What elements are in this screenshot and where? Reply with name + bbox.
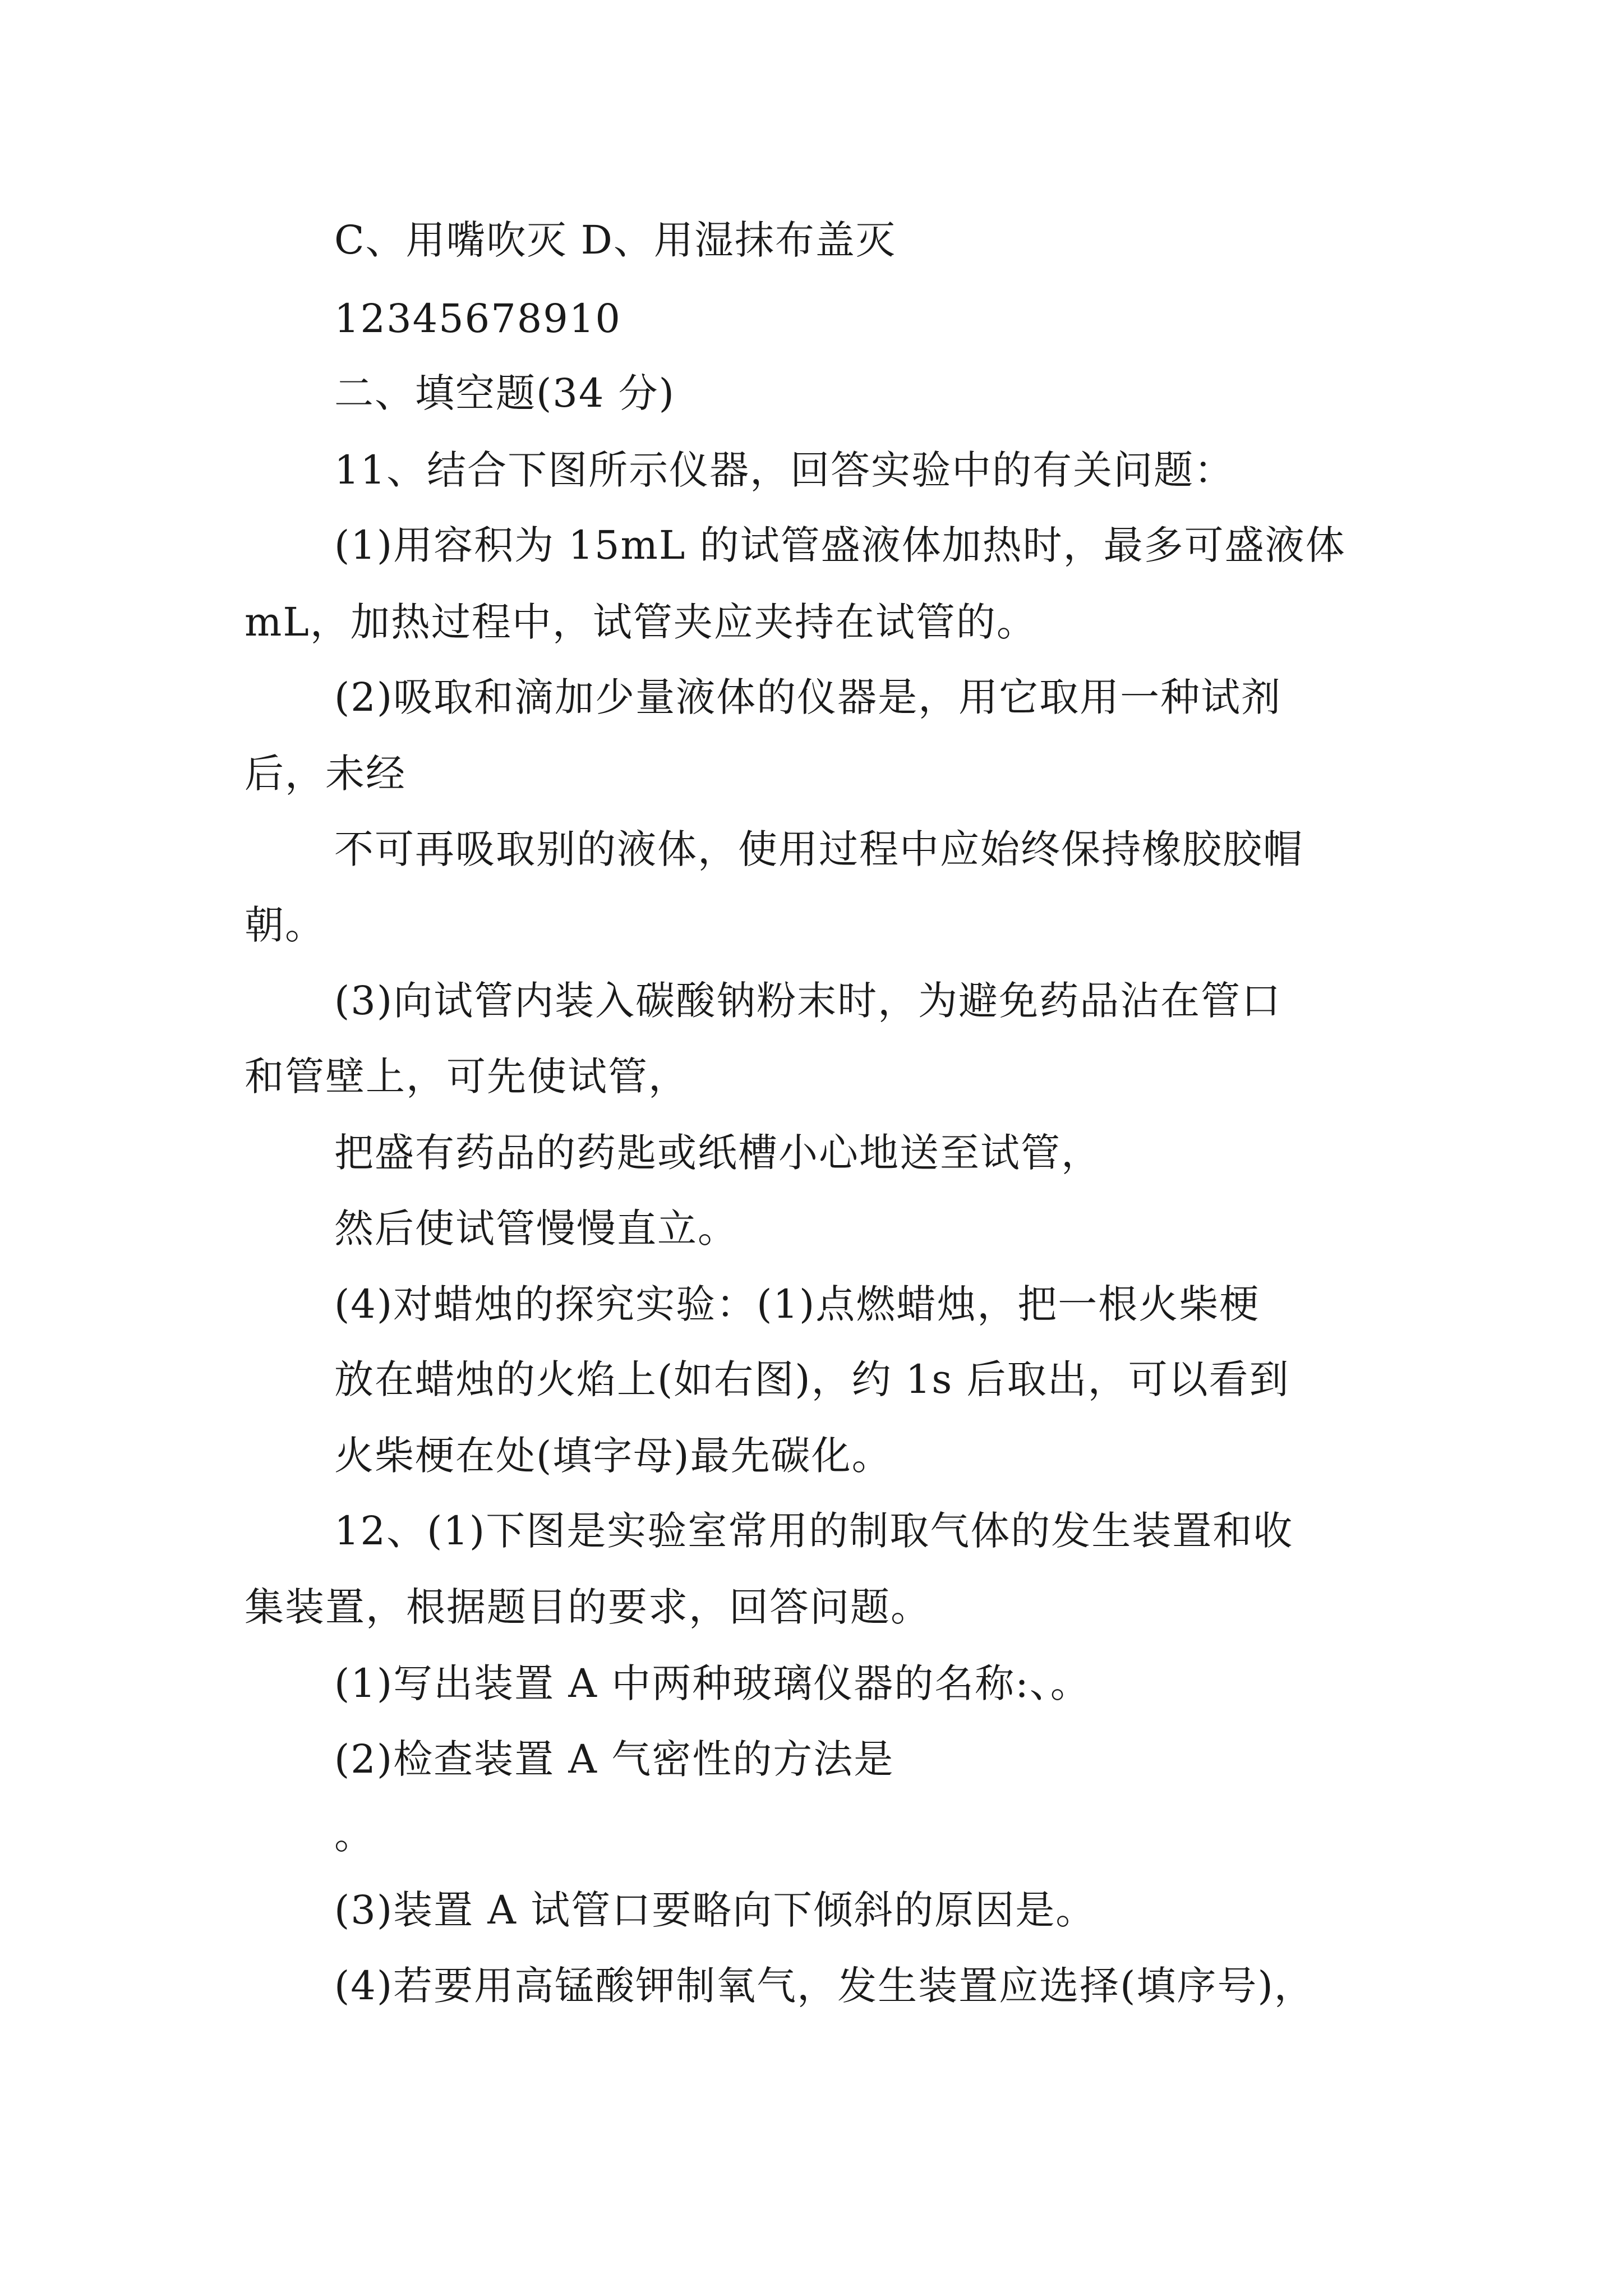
question-text: 11、结合下图所示仪器，回答实验中的有关问题： — [334, 447, 1235, 493]
text-line: 火柴梗在处(填字母)最先碳化。 — [334, 1433, 892, 1479]
text-line: (1)用容积为 15mL 的试管盛液体加热时，最多可盛液体 — [334, 522, 1346, 568]
question-text: 12、(1)下图是实验室常用的制取气体的发生装置和收 — [334, 1508, 1294, 1554]
text-line: (4)若要用高锰酸钾制氧气，发生装置应选择(填序号)， — [334, 1963, 1315, 2009]
text-line: (1)写出装置 A 中两种玻璃仪器的名称:、。 — [334, 1660, 1091, 1706]
text-line: C、用嘴吹灭 D、用湿抹布盖灭 — [334, 217, 896, 263]
text-line: (3)向试管内装入碳酸钠粉末时，为避免药品沾在管口 — [334, 978, 1282, 1024]
text-line: mL，加热过程中，试管夹应夹持在试管的。 — [245, 599, 1037, 645]
text-line: 朝。 — [245, 902, 325, 948]
text-line: (3)装置 A 试管口要略向下倾斜的原因是。 — [334, 1887, 1096, 1933]
text-line: 12345678910 — [334, 296, 621, 342]
text-line: 集装置，根据题目的要求，回答问题。 — [245, 1584, 931, 1630]
text-line: (2)吸取和滴加少量液体的仪器是，用它取用一种试剂 — [334, 674, 1282, 720]
text-line: (2)检查装置 A 气密性的方法是 — [334, 1736, 895, 1782]
text-line: 放在蜡烛的火焰上(如右图)，约 1s 后取出，可以看到 — [334, 1356, 1290, 1402]
text-line: (4)对蜡烛的探究实验：(1)点燃蜡烛，把一根火柴梗 — [334, 1281, 1260, 1327]
text-line: 把盛有药品的药匙或纸槽小心地送至试管， — [334, 1130, 1101, 1176]
text-line: 然后使试管慢慢直立。 — [334, 1205, 738, 1251]
text-line: 。 — [334, 1812, 375, 1858]
text-line: 后，未经 — [245, 751, 406, 797]
section-heading: 二、填空题(34 分) — [334, 370, 675, 416]
text-line: 不可再吸取别的液体，使用过程中应始终保持橡胶胶帽 — [334, 826, 1303, 872]
text-line: 和管壁上，可先使试管， — [245, 1053, 689, 1099]
